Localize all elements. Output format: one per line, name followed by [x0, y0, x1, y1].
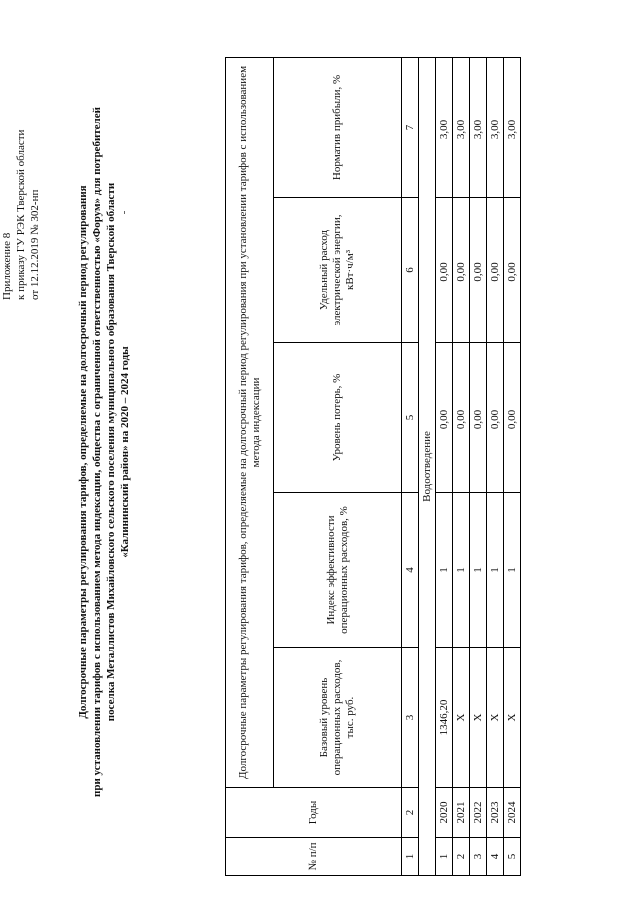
table-row — [453, 57, 470, 875]
col-number: 7 — [402, 57, 419, 197]
cell-loss: 0,00 — [504, 343, 521, 493]
document-title — [76, 0, 132, 904]
appendix-line-3: от 12.12.2019 № 302-нп — [29, 189, 41, 300]
cell-loss: 0,00 — [453, 343, 470, 493]
cell-year: 2020 — [436, 788, 453, 838]
cell-profit: 3,00 — [453, 57, 470, 197]
table-row — [504, 57, 521, 875]
header-energy: Удельный расход электрической энергии, кВт·ч/м³ — [274, 198, 402, 343]
header-index: Индекс эффективности операционных расходов, % — [274, 493, 402, 648]
table-row — [436, 57, 453, 875]
column-number-row — [402, 57, 419, 875]
cell-index: 1 — [487, 493, 504, 648]
cell-year: 2024 — [504, 788, 521, 838]
cell-index: 1 — [436, 493, 453, 648]
cell-base: Х — [504, 648, 521, 788]
table-row — [487, 57, 504, 875]
appendix-block — [0, 0, 42, 300]
cell-num: 1 — [436, 838, 453, 876]
cell-loss: 0,00 — [436, 343, 453, 493]
cell-base: Х — [470, 648, 487, 788]
parameters-table — [225, 57, 521, 876]
section-title: Водоотведение — [419, 57, 436, 875]
cell-base: Х — [453, 648, 470, 788]
cell-profit: 3,00 — [504, 57, 521, 197]
col-number: 2 — [402, 788, 419, 838]
header-num: № п/п — [226, 838, 402, 876]
col-number: 1 — [402, 838, 419, 876]
cell-index: 1 — [504, 493, 521, 648]
cell-loss: 0,00 — [487, 343, 504, 493]
cell-energy: 0,00 — [504, 198, 521, 343]
appendix-line-1: Приложение 8 — [1, 232, 13, 300]
header-base: Базовый уровень операционных расходов, тыс. руб. — [274, 648, 402, 788]
cell-index: 1 — [453, 493, 470, 648]
cell-energy: 0,00 — [487, 198, 504, 343]
table-row — [470, 57, 487, 875]
appendix-line-2: к приказу ГУ РЭК Тверской области — [15, 129, 27, 300]
cell-index: 1 — [470, 493, 487, 648]
title-line-3: поселка Металлистов Михайловского сельского поселения муниципального образования Тверской области — [105, 182, 117, 722]
cell-base: Х — [487, 648, 504, 788]
cell-num: 4 — [487, 838, 504, 876]
header-group: Долгосрочные параметры регулирования тарифов, определяемые на долгосрочный период регулирования при установлении тарифов с использованием метода индексации — [226, 57, 274, 787]
col-number: 3 — [402, 648, 419, 788]
col-number: 4 — [402, 493, 419, 648]
title-line-4: «Калининский район» на 2020 – 2024 годы — [119, 346, 131, 558]
cell-loss: 0,00 — [470, 343, 487, 493]
scan-speck — [124, 211, 125, 214]
col-number: 5 — [402, 343, 419, 493]
cell-energy: 0,00 — [436, 198, 453, 343]
cell-num: 5 — [504, 838, 521, 876]
title-line-2: при установлении тарифов с использованием метода индексации, общества с ограниченной ответственностью «Форум» для потребителей — [91, 107, 103, 797]
col-number: 6 — [402, 198, 419, 343]
cell-num: 2 — [453, 838, 470, 876]
cell-profit: 3,00 — [470, 57, 487, 197]
header-loss: Уровень потерь, % — [274, 343, 402, 493]
cell-profit: 3,00 — [436, 57, 453, 197]
cell-base: 1346,20 — [436, 648, 453, 788]
cell-year: 2021 — [453, 788, 470, 838]
cell-profit: 3,00 — [487, 57, 504, 197]
cell-num: 3 — [470, 838, 487, 876]
cell-year: 2022 — [470, 788, 487, 838]
header-profit: Норматив прибыли, % — [274, 57, 402, 197]
header-years: Годы — [226, 788, 402, 838]
cell-year: 2023 — [487, 788, 504, 838]
cell-energy: 0,00 — [470, 198, 487, 343]
cell-energy: 0,00 — [453, 198, 470, 343]
title-line-1: Долгосрочные параметры регулирования тарифов, определяемые на долгосрочный период регулирования — [77, 185, 89, 719]
